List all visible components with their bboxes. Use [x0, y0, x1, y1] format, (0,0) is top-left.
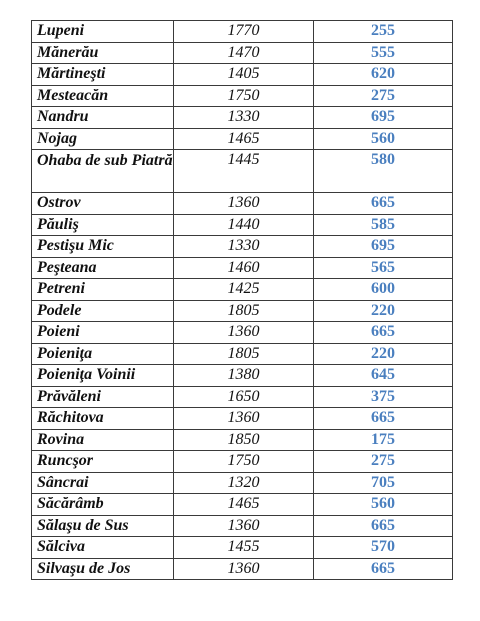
altitude-value: 1650	[174, 386, 314, 408]
difference-value: 600	[314, 279, 453, 301]
altitude-value: 1465	[174, 128, 314, 150]
locality-name: Nandru	[32, 107, 174, 129]
locality-name: Poieni	[32, 322, 174, 344]
altitude-value: 1330	[174, 236, 314, 258]
table-row	[32, 128, 453, 150]
table-row	[32, 279, 453, 301]
table-row	[32, 257, 453, 279]
table-row	[32, 64, 453, 86]
difference-value: 555	[314, 42, 453, 64]
table-row	[32, 386, 453, 408]
altitude-value: 1360	[174, 193, 314, 215]
difference-value: 665	[314, 408, 453, 430]
locality-name: Poieniţa	[32, 343, 174, 365]
difference-value: 220	[314, 300, 453, 322]
altitude-value: 1425	[174, 279, 314, 301]
altitude-value: 1460	[174, 257, 314, 279]
table-row	[32, 236, 453, 258]
table-body	[32, 21, 453, 580]
difference-value: 255	[314, 21, 453, 43]
table-row	[32, 21, 453, 43]
difference-value: 645	[314, 365, 453, 387]
table-row	[32, 193, 453, 215]
table-row	[32, 85, 453, 107]
altitude-value: 1750	[174, 85, 314, 107]
difference-value: 665	[314, 515, 453, 537]
locality-name: Săcărâmb	[32, 494, 174, 516]
altitude-value: 1380	[174, 365, 314, 387]
localities-table	[31, 20, 453, 580]
table-row	[32, 472, 453, 494]
difference-value: 275	[314, 451, 453, 473]
altitude-value: 1405	[174, 64, 314, 86]
altitude-value: 1850	[174, 429, 314, 451]
table-row	[32, 150, 453, 193]
difference-value: 665	[314, 322, 453, 344]
altitude-value: 1470	[174, 42, 314, 64]
table-row	[32, 42, 453, 64]
difference-value: 705	[314, 472, 453, 494]
difference-value: 275	[314, 85, 453, 107]
altitude-value: 1360	[174, 322, 314, 344]
altitude-value: 1330	[174, 107, 314, 129]
difference-value: 220	[314, 343, 453, 365]
locality-name: Mesteacăn	[32, 85, 174, 107]
altitude-value: 1465	[174, 494, 314, 516]
difference-value: 695	[314, 107, 453, 129]
locality-name: Peşteana	[32, 257, 174, 279]
altitude-value: 1770	[174, 21, 314, 43]
altitude-value: 1440	[174, 214, 314, 236]
locality-name: Ohaba de sub Piatră	[32, 150, 174, 193]
table-row	[32, 558, 453, 580]
locality-name: Nojag	[32, 128, 174, 150]
locality-name: Sălciva	[32, 537, 174, 559]
locality-name: Petreni	[32, 279, 174, 301]
table-row	[32, 107, 453, 129]
table-row	[32, 322, 453, 344]
table-row	[32, 429, 453, 451]
difference-value: 560	[314, 494, 453, 516]
locality-name: Păuliş	[32, 214, 174, 236]
locality-name: Pestişu Mic	[32, 236, 174, 258]
altitude-value: 1750	[174, 451, 314, 473]
table-row	[32, 365, 453, 387]
difference-value: 580	[314, 150, 453, 193]
difference-value: 665	[314, 558, 453, 580]
table-row	[32, 494, 453, 516]
difference-value: 375	[314, 386, 453, 408]
locality-name: Poieniţa Voinii	[32, 365, 174, 387]
altitude-value: 1455	[174, 537, 314, 559]
altitude-value: 1320	[174, 472, 314, 494]
locality-name: Ostrov	[32, 193, 174, 215]
locality-name: Mănerău	[32, 42, 174, 64]
altitude-value: 1360	[174, 515, 314, 537]
altitude-value: 1445	[174, 150, 314, 193]
table-row	[32, 537, 453, 559]
difference-value: 585	[314, 214, 453, 236]
difference-value: 175	[314, 429, 453, 451]
locality-name: Runcşor	[32, 451, 174, 473]
altitude-value: 1805	[174, 300, 314, 322]
table-row	[32, 300, 453, 322]
table-row	[32, 343, 453, 365]
locality-name: Silvaşu de Jos	[32, 558, 174, 580]
table-row	[32, 515, 453, 537]
locality-name: Răchitova	[32, 408, 174, 430]
locality-name: Lupeni	[32, 21, 174, 43]
locality-name: Sâncrai	[32, 472, 174, 494]
difference-value: 695	[314, 236, 453, 258]
difference-value: 665	[314, 193, 453, 215]
difference-value: 565	[314, 257, 453, 279]
difference-value: 560	[314, 128, 453, 150]
locality-name: Rovina	[32, 429, 174, 451]
altitude-value: 1805	[174, 343, 314, 365]
altitude-value: 1360	[174, 558, 314, 580]
difference-value: 570	[314, 537, 453, 559]
table-row	[32, 408, 453, 430]
table-row	[32, 451, 453, 473]
difference-value: 620	[314, 64, 453, 86]
locality-name: Prăvăleni	[32, 386, 174, 408]
locality-name: Mărtineşti	[32, 64, 174, 86]
altitude-value: 1360	[174, 408, 314, 430]
table-row	[32, 214, 453, 236]
locality-name: Sălaşu de Sus	[32, 515, 174, 537]
locality-name: Podele	[32, 300, 174, 322]
